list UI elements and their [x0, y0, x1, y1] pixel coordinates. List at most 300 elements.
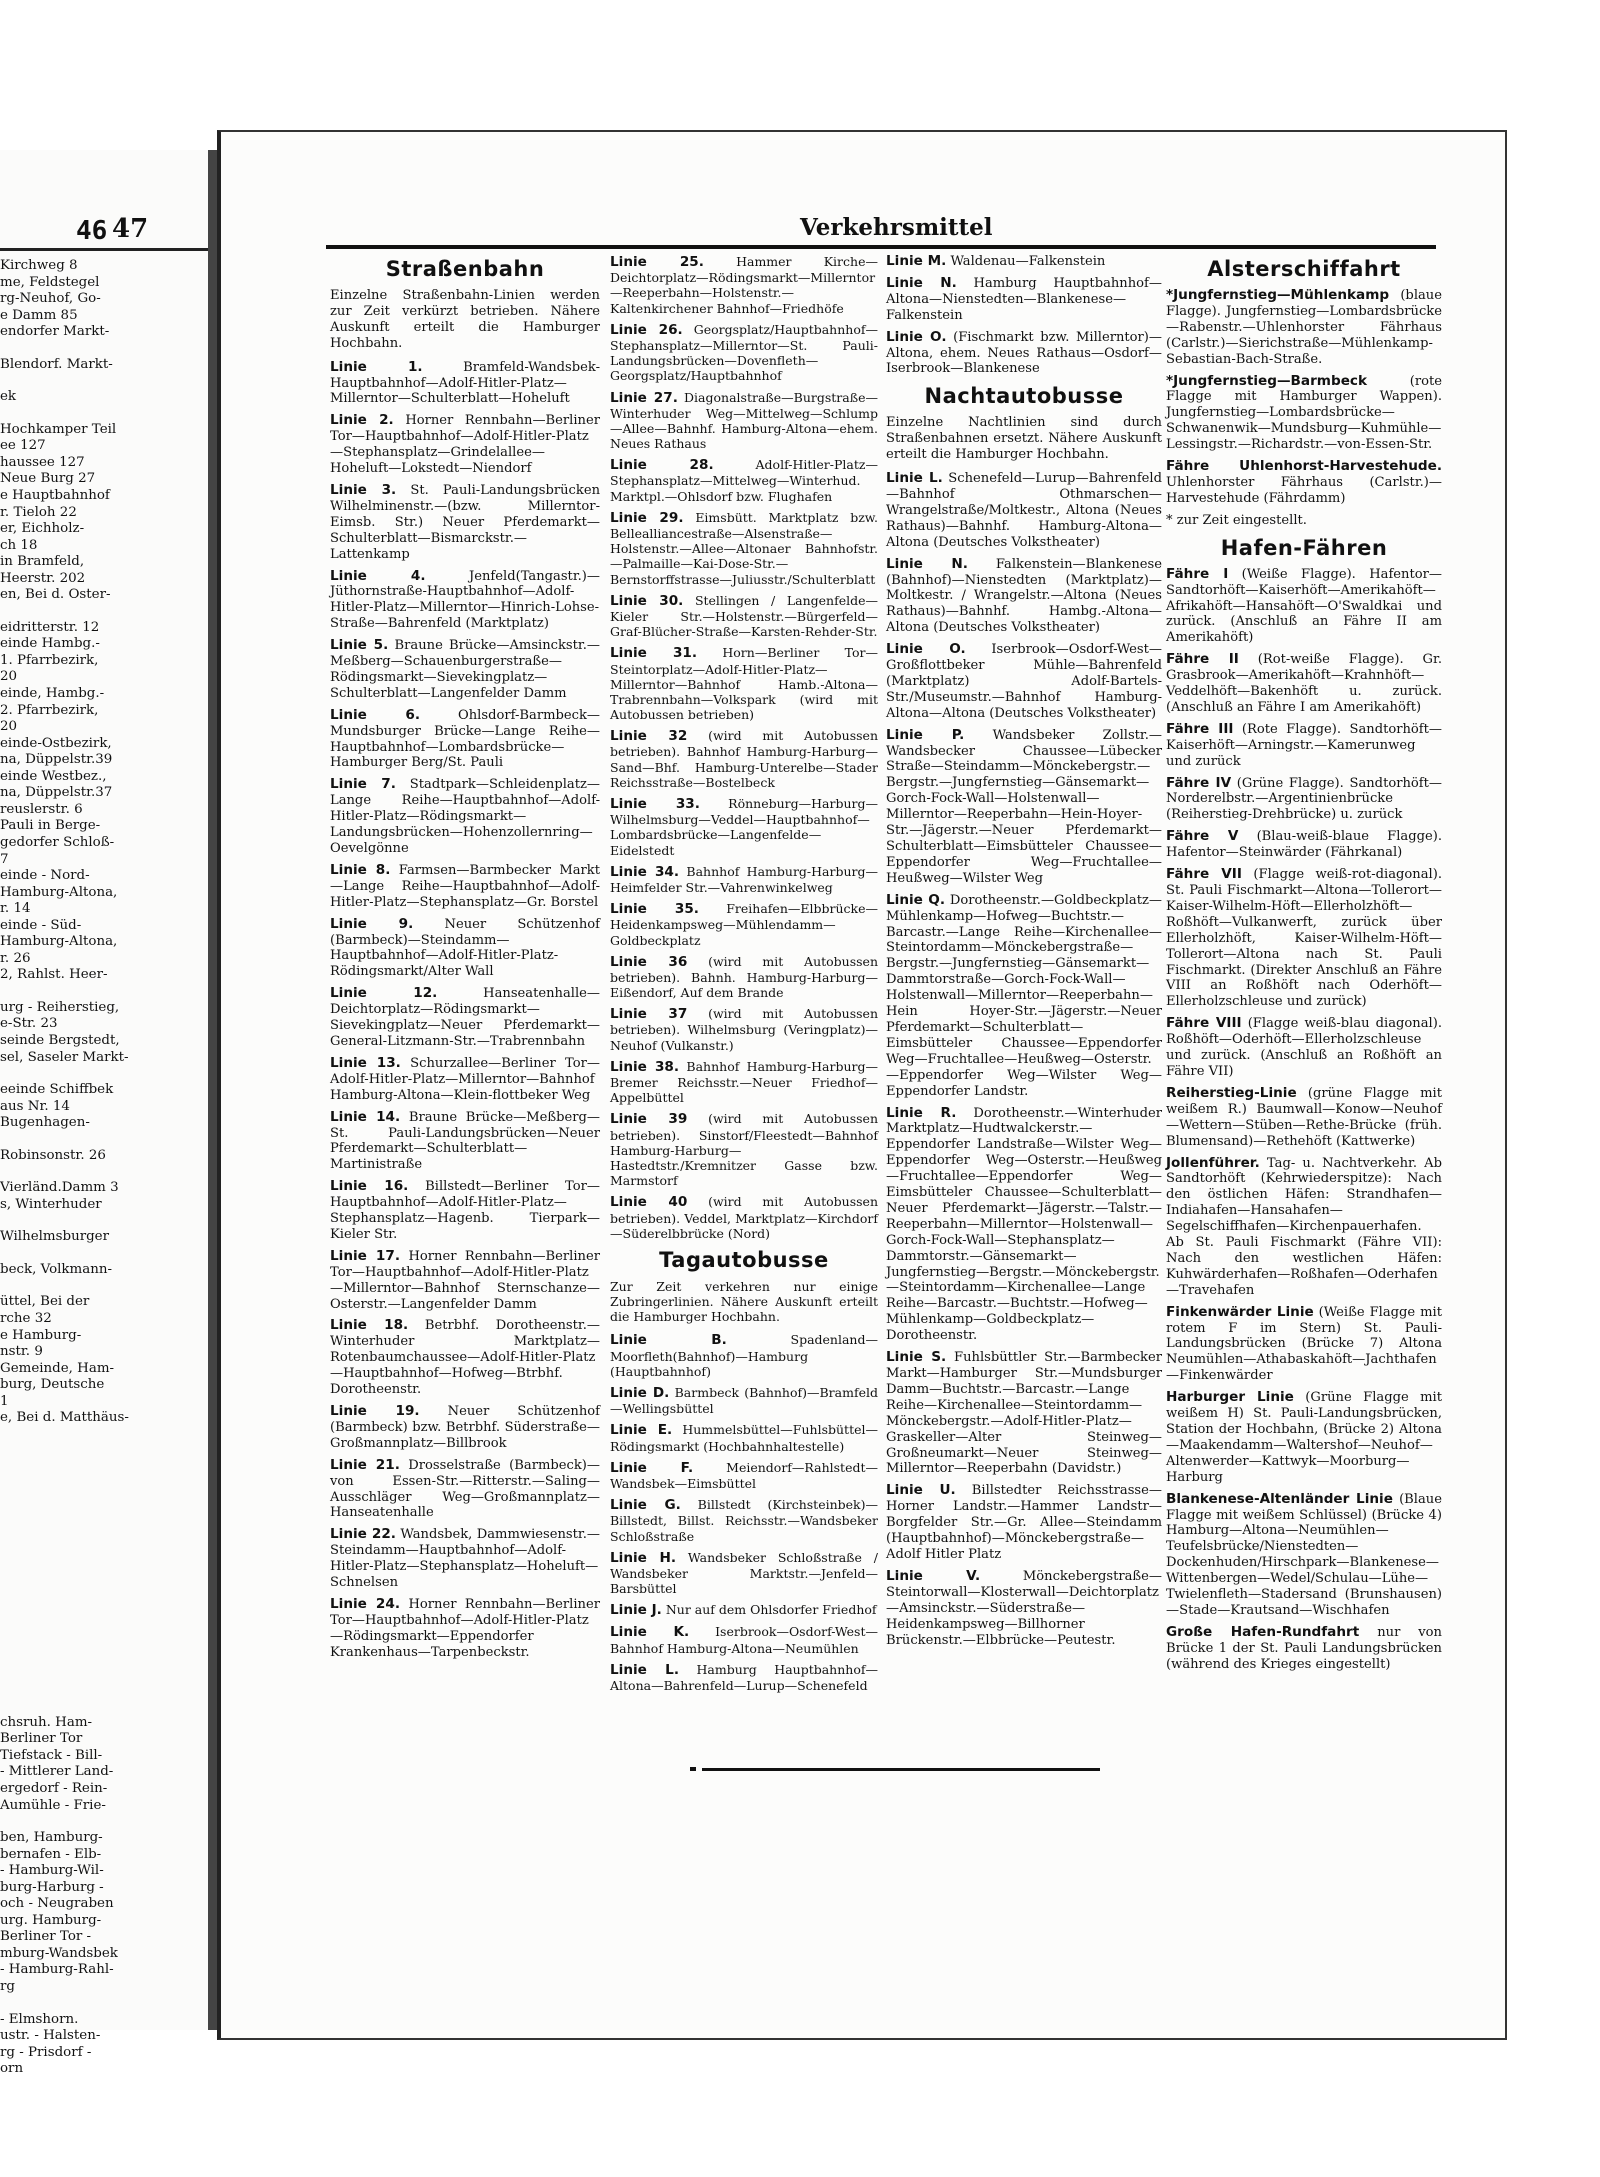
- list-item: [610, 1422, 878, 1453]
- list-item: [610, 1602, 878, 1618]
- list-item: [330, 863, 600, 911]
- list-item: [610, 390, 878, 452]
- previous-page-line: Gemeinde, Ham-: [0, 1360, 115, 1376]
- section-intro: Zur Zeit verkehren nur einige Zubringerlinien. Nähere Auskunft erteilt die Hamburger Hochbahn.: [610, 1278, 878, 1325]
- entry-text: Falkenstein—Blankenese (Bahnhof)—Nienstedten (Marktplatz)—Moltkestr. / Wrangelstr.—Altona (Neues Rathaus)—Bahnhf. Hambg.-Altona—Altona (Deutsches Volkstheater): [886, 556, 1162, 636]
- entry-text: (rote Flagge mit Hamburger Wappen). Jungfernstieg—Lombardsbrücke—Schwanenwik—Mundsburg—Kuhmühle—Lessingstr.—Richardstr.—von-Essen-Str.: [1166, 373, 1442, 453]
- entry-text: Eimsbütt. Marktplatz bzw. Bellealliancestraße—Alsenstraße—Holstenstr.—Allee—Altonaer Bahnhofstr.—Palmaille—Kai-Dose-Str.—Bernstorffstrasse—Juliusstr./Schulterblatt: [610, 509, 879, 587]
- entry-label: Linie 2.: [330, 412, 394, 429]
- entry-label: Linie 27.: [610, 389, 678, 406]
- entry-text: Hamburg Hauptbahnhof—Altona—Nienstedten—Blankenese—Falkenstein: [886, 275, 1163, 323]
- section-title-tagautobusse: Tagautobusse: [659, 1247, 829, 1272]
- entry-text: Iserbrook—Osdorf-West—Großflottbeker Mühle—Bahrenfeld (Marktplatz) Adolf-Bartels-Str./Museumstr.—Bahnhof Hamburg-Altona—Altona (Deutsches Volkstheater): [886, 642, 1162, 721]
- list-item: [1166, 1305, 1442, 1385]
- list-item: [1166, 459, 1442, 507]
- entry-text: Braune Brücke—Amsinckstr.—Meßberg—Schauenburgerstraße—Rödingsmarkt—Sievekingplatz—Schulterblatt—Langenfelder Damm: [330, 638, 600, 701]
- entry-text: Uhlenhorster Fährhaus (Carlstr.)—Harvestehude (Fährdamm): [1166, 474, 1442, 506]
- previous-page-line: gedorfer Schloß-: [0, 834, 115, 850]
- previous-page-line: er, Eichholz-: [0, 521, 85, 537]
- entry-label: Linie 19.: [330, 1403, 420, 1419]
- list-item: [1166, 776, 1442, 824]
- page-number: 47: [112, 214, 149, 244]
- previous-page-line: haussee 127: [0, 454, 85, 470]
- list-item: [610, 728, 878, 790]
- entry-label: Linie 31.: [610, 645, 698, 662]
- previous-page-line: me, Feldstegel: [0, 274, 100, 290]
- entry-label: Harburger Linie: [1166, 1389, 1294, 1406]
- entry-label: Linie M.: [886, 253, 947, 269]
- entry-text: Freihafen—Elbbrücke—Heidenkampsweg—Mühlendamm—Goldbeckplatz: [610, 901, 878, 948]
- entry-label: Linie 33.: [610, 796, 700, 812]
- nachtautobusse-lines: [886, 471, 1162, 1648]
- list-item: [330, 1527, 600, 1591]
- list-item: [610, 1460, 878, 1491]
- entry-text: Horner Rennbahn—Berliner Tor—Hauptbahnhof—Adolf-Hitler-Platz—Rödingsmarkt—Eppendorfer Krankenhaus—Tarpenbeckstr.: [330, 1596, 600, 1660]
- tagautobusse-lines: [610, 1332, 878, 1693]
- previous-page-line: burg, Deutsche: [0, 1377, 105, 1393]
- entry-label: Linie J.: [610, 1602, 662, 1619]
- entry-label: Jollenführer.: [1166, 1154, 1260, 1171]
- previous-page-line: in Bramfeld,: [0, 554, 85, 570]
- previous-page-line: bernafen - Elb-: [0, 1846, 102, 1862]
- list-item: [1166, 1390, 1442, 1485]
- entry-label: Linie 28.: [610, 457, 714, 474]
- list-item: [1166, 867, 1442, 1010]
- entry-label: *Jungfernstieg—Mühlenkamp: [1166, 287, 1390, 303]
- entry-label: Große Hafen-Rundfahrt: [1166, 1623, 1360, 1640]
- previous-page-line: [0, 1213, 205, 1229]
- entry-text: Braune Brücke—Meßberg—St. Pauli-Landungsbrücken—Neuer Pferdemarkt—Schulterblatt—Martinistraße: [330, 1109, 600, 1173]
- previous-page-line: 7: [0, 851, 9, 867]
- previous-page-line: aus Nr. 14: [0, 1098, 70, 1114]
- entry-text: Nur auf dem Ohlsdorfer Friedhof: [665, 1602, 877, 1618]
- previous-page-line: Berliner Tor -: [0, 1929, 92, 1945]
- entry-label: Fähre VII: [1166, 866, 1242, 883]
- previous-page-line: rg-Neuhof, Go-: [0, 291, 101, 307]
- previous-page-line: - Hamburg-Rahl-: [0, 1962, 114, 1978]
- entry-label: Linie 14.: [330, 1108, 401, 1125]
- entry-text: (Grüne Flagge). Sandtorhöft—Norderelbstr.—Argentinienbrücke (Reiherstieg-Drehbrücke) u. zurück: [1166, 775, 1442, 823]
- entry-text: Iserbrook—Osdorf-West—Bahnhof Hamburg-Altona—Neumühlen: [610, 1624, 878, 1656]
- previous-page-line: ergedorf - Rein-: [0, 1781, 108, 1796]
- entry-text: Horn—Berliner Tor—Steintorplatz—Adolf-Hitler-Platz—Millerntor—Bahnhof Hamb.-Altona—Trabrennbahn—Volkspark (wird mit Autobussen betrieben): [610, 645, 878, 723]
- previous-page-line: einde - Süd-: [0, 917, 82, 933]
- previous-page-line: einde, Hambg.-: [0, 686, 105, 702]
- entry-text: Stellingen / Langenfelde—Kieler Str.—Holstenstr.—Bürgerfeld—Graf-Blücher-Straße—Karsten-Rehder-Str.: [610, 592, 878, 640]
- entry-label: Linie S.: [886, 1349, 947, 1366]
- entry-text: Ohlsdorf-Barmbeck—Mundsburger Brücke—Lange Reihe—Hauptbahnhof—Lombardsbrücke—Hamburger Berg/St. Pauli: [330, 707, 600, 771]
- entry-label: Linie 5.: [330, 637, 389, 654]
- list-item: [330, 1318, 600, 1398]
- entry-label: Linie 4.: [330, 567, 426, 584]
- list-item: [886, 1106, 1162, 1345]
- previous-page-line: [0, 1651, 205, 1667]
- hafenfaehren-entries: [1166, 567, 1442, 1673]
- entry-label: Linie 1.: [330, 358, 423, 375]
- previous-page-line: einde Westbez.,: [0, 768, 107, 784]
- previous-page-line: na, Düppelstr.39: [0, 752, 113, 768]
- list-item: [330, 638, 600, 702]
- header-rule: [326, 245, 1436, 249]
- entry-text: Billstedter Reichsstrasse—Horner Landstr.—Hammer Landstr—Borgfelder Str.—Gr. Allee—Steindamm (Hauptbahnhof)—Mönckebergstraße—Adolf Hitler Platz: [886, 1483, 1162, 1562]
- list-item: [1166, 1086, 1442, 1150]
- previous-page-line: e Hauptbahnhof: [0, 488, 110, 504]
- entry-text: St. Pauli-Landungsbrücken Wilhelminenstr.—(bzw. Millerntor-Eimsb. Str.) Neuer Pferdemarkt—Schulterblatt—Bismarckstr.—Lattenkamp: [330, 482, 601, 562]
- list-item: [1166, 829, 1442, 861]
- entry-text: Adolf-Hitler-Platz—Stephansplatz—Mittelweg—Winterhud. Marktpl.—Ohlsdorf bzw. Flughafen: [610, 457, 878, 504]
- previous-page-line: Bugenhagen-: [0, 1115, 90, 1131]
- entry-text: (Flagge weiß-rot-diagonal). St. Pauli Fischmarkt—Altona—Tollerort—Kaiser-Wilhelm-Höft—Ellerholzhöft—Roßhöft—Vulkanwerft, zurück über Ellerholzhöft, Kaiser-Wilhelm-Höft—Tollerort—Altona nach St. Pauli Fischmarkt. (Direkter Anschluß an Fähre VIII an Roßhöft nach Oderhöft—Ellerholzschleuse und zurück): [1166, 867, 1442, 1010]
- entry-text: nur von Brücke 1 der St. Pauli Landungsbrücken (während des Krieges eingestellt): [1166, 1624, 1442, 1672]
- previous-page-line: einde Hambg.-: [0, 636, 100, 652]
- entry-text: Billstedt (Kirchsteinbek)—Billstedt, Billst. Reichsstr.—Wandsbeker Schloßstraße: [610, 1497, 878, 1544]
- previous-page-line: e, Bei d. Matthäus-: [0, 1410, 129, 1426]
- previous-page-line: - Hamburg-Wil-: [0, 1863, 104, 1879]
- list-item: [330, 1249, 600, 1313]
- entry-label: Linie B.: [610, 1332, 727, 1349]
- entry-label: Linie U.: [886, 1482, 956, 1499]
- list-item: [610, 954, 878, 1001]
- list-item: [610, 1059, 878, 1106]
- entry-label: Linie E.: [610, 1422, 673, 1439]
- previous-page-line: Berliner Tor: [0, 1731, 83, 1747]
- previous-page-line: Neue Burg 27: [0, 471, 96, 487]
- entry-text: (wird mit Autobussen betrieben). Veddel, Marktplatz—Kirchdorf—Süderelbbrücke (Nord): [610, 1194, 878, 1241]
- entry-text: (Flagge weiß-blau diagonal). Roßhöft—Oderhöft—Ellerholzschleuse und zurück. (Anschluß an Roßhöft an Fähre VII): [1166, 1016, 1442, 1079]
- list-item: [610, 1497, 878, 1544]
- list-item: [886, 557, 1162, 637]
- entry-label: Linie K.: [610, 1624, 690, 1641]
- entry-text: Tag- u. Nachtverkehr. Ab Sandtorhöft (Kehrwiederspitze): Nach den östlichen Häfen: Strandhafen—Indiahafen—Hansahafen—Segelschiffhafen—Kirchenpauerhafen. Ab St. Pauli Fischmarkt (Fähre VII): Nach den westlichen Häfen: Kuhwärderhafen—Roßhafen—Oderhafen—Travehafen: [1166, 1155, 1442, 1298]
- list-item: [1166, 288, 1442, 368]
- previous-page-line: - Elmshorn.: [0, 2011, 79, 2027]
- list-item: [610, 1550, 878, 1597]
- previous-page-line: [0, 1278, 205, 1294]
- list-item: [330, 1056, 600, 1104]
- section-intro: Einzelne Nachtlinien sind durch Straßenbahnen ersetzt. Nähere Auskunft erteilt die Hamburger Hochbahn.: [886, 415, 1162, 463]
- entry-text: Stadtpark—Schleidenplatz—Lange Reihe—Hauptbahnhof—Adolf-Hitler-Platz—Rödingsmarkt—Landungsbrücken—Hohenzollernring—Oevelgönne: [330, 777, 600, 856]
- entry-text: Schenefeld—Lurup—Bahrenfeld—Bahnhof Othmarschen—Wrangelstraße/Moltkestr., Altona (Neues Rathaus)—Bahnhf. Hamburg-Altona—Altona (Deutsches Volkstheater): [886, 471, 1162, 550]
- previous-page-line: ch 18: [0, 537, 38, 553]
- entry-label: Linie F.: [610, 1459, 694, 1476]
- previous-page-line: 20: [0, 669, 18, 685]
- entry-label: Linie 12.: [330, 985, 438, 1002]
- entry-text: (wird mit Autobussen betrieben). Sinstorf/Fleestedt—Bahnhof Hamburg-Harburg—Hastedtstr./Kremnitzer Gasse bzw. Marmstorf: [610, 1111, 878, 1189]
- entry-text: Dorotheenstr.—Winterhuder Marktplatz—Hudtwalckerstr.—Eppendorfer Landstraße—Wilster Weg—Eppendorfer Weg—Osterstr.—Heußweg—Fruchtallee—Eppendorfer Weg—Eimsbütteler Chaussee—Schulterblatt—Neuer Pferdemarkt—Jägerstr.—Talstr.—Reeperbahn—Millerntor—Holstenwall—Gorch-Fock-Wall—Stephansplatz—Dammtorstr.—Gänsemarkt—Jungfernstieg—Bergstr.—Mönckebergstr.—Steintordamm—Kirchenallee—Lange Reihe—Barcastr.—Buchtstr.—Hofweg—Mühlenkamp—Goldbeckplatz—Dorotheenstr.: [886, 1105, 1162, 1344]
- entry-text: (Weiße Flagge). Hafentor—Sandtorhöft—Kaiserhöft—Amerikahöft—Afrikahöft—Hansahöft—O'Swaldkai und zurück. (Anschluß an Fähre II am Amerikahöft): [1166, 566, 1442, 646]
- entry-label: Linie 17.: [330, 1247, 400, 1264]
- previous-page-line: och - Neugraben: [0, 1896, 114, 1912]
- entry-label: Linie N.: [886, 274, 957, 291]
- list-item: [886, 728, 1162, 887]
- previous-page-line: endorfer Markt-: [0, 324, 110, 340]
- previous-page-line: [0, 1996, 205, 2012]
- previous-page-line: eeinde Schiffbek: [0, 1082, 114, 1098]
- previous-page-line: Vierländ.Damm 3: [0, 1180, 119, 1196]
- list-item: [610, 1385, 878, 1416]
- previous-page-line: r. Tieloh 22: [0, 504, 77, 520]
- previous-page-line: [0, 1571, 205, 1587]
- previous-page-line: ee 127: [0, 438, 46, 454]
- footnote: * zur Zeit eingestellt.: [1166, 512, 1307, 528]
- entry-label: Linie H.: [610, 1549, 677, 1566]
- previous-page-line: Tiefstack - Bill-: [0, 1747, 103, 1763]
- entry-text: (Blau-weiß-blaue Flagge). Hafentor—Steinwärder (Fährkanal): [1166, 829, 1442, 861]
- entry-text: (Rote Flagge). Sandtorhöft—Kaiserhöft—Arningstr.—Kamerunweg und zurück: [1166, 721, 1442, 769]
- previous-page-line: [0, 1814, 205, 1830]
- entry-text: (Weiße Flagge mit rotem F im Stern) St. Pauli-Landungsbrücken (Brücke 7) Altona Neumühlen—Athabaskahöft—Jachthafen—Finkenwärder: [1166, 1304, 1442, 1384]
- entry-text: Fuhlsbüttler Str.—Barmbecker Markt—Hamburger Str.—Mundsburger Damm—Buchtstr.—Barcastr.—Lange Reihe—Kirchenallee—Steintordamm—Mönckebergstr.—Adolf-Hitler-Platz—Graskeller—Alter Steinweg—Großneumarkt—Neuer Steinweg—Millerntor—Reeperbahn (Davidstr.): [886, 1350, 1162, 1477]
- previous-page-line: [0, 1246, 205, 1262]
- list-item: [610, 796, 878, 858]
- entry-text: Schurzallee—Berliner Tor—Adolf-Hitler-Platz—Millerntor—Bahnhof Hamburg-Altona—Klein-flottbeker Weg: [330, 1055, 600, 1103]
- entry-text: Wandsbeker Zollstr.—Wandsbecker Chaussee—Lübecker Straße—Steindamm—Mönckebergstr.—Bergstr.—Jungfernstieg—Gänsemarkt—Gorch-Fock-Wall—Holstenwall—Millerntor—Reeperbahn—Hein-Hoyer-Str.—Jägerstr.—Neuer Pferdemarkt—Schulterblatt—Eimsbütteler Chaussee—Eppendorfer Weg—Fruchtallee—Heußweg—Wilster Weg: [886, 727, 1163, 886]
- entry-label: Linie 18.: [330, 1317, 409, 1334]
- previous-page-line: Aumühle - Frie-: [0, 1797, 106, 1813]
- previous-page-line: [0, 1164, 205, 1180]
- previous-page-line: mburg-Wandsbek: [0, 1945, 118, 1961]
- previous-page-line: [0, 1539, 205, 1555]
- entry-label: Linie 24.: [330, 1595, 400, 1612]
- column-1: [330, 254, 600, 1667]
- previous-page-line: rg - Prisdorf -: [0, 2044, 92, 2060]
- list-item: [330, 917, 600, 981]
- previous-page-line: ben, Hamburg-: [0, 1830, 103, 1846]
- previous-page-line: 1: [0, 1393, 9, 1409]
- previous-page-line: r. 14: [0, 901, 31, 917]
- previous-page-line: Hochkamper Teil: [0, 421, 117, 437]
- previous-page-line: [0, 1475, 205, 1491]
- previous-page-line: orn: [0, 2061, 24, 2077]
- entry-label: Linie L.: [610, 1661, 679, 1678]
- entry-label: Linie 29.: [610, 509, 684, 526]
- entry-text: Spadenland—Moorfleth(Bahnhof)—Hamburg (Hauptbahnhof): [610, 1332, 878, 1379]
- previous-page-line: e Hamburg-: [0, 1327, 82, 1343]
- previous-page-line: [0, 1683, 205, 1699]
- list-item: [1166, 722, 1442, 770]
- list-item: [610, 593, 878, 640]
- entry-label: Linie L.: [886, 470, 943, 487]
- list-item: [610, 1194, 878, 1241]
- previous-page-line: [0, 1523, 205, 1539]
- entry-label: Linie 8.: [330, 861, 391, 878]
- entry-label: Linie 6.: [330, 706, 421, 723]
- previous-page-line: rche 32: [0, 1310, 52, 1326]
- list-item: [330, 708, 600, 772]
- previous-page-number: 46: [76, 216, 108, 246]
- section-intro: Einzelne Straßenbahn-Linien werden zur Zeit verkürzt betrieben. Nähere Auskunft erteilt die Hamburger Hochbahn.: [330, 288, 600, 351]
- entry-text: Hammer Kirche—Deichtorplatz—Rödingsmarkt—Millerntor—Reeperbahn—Holstenstr.—Kaltenkirchener Bahnhof—Friedhöfe: [610, 254, 878, 316]
- entry-label: Linie 13.: [330, 1054, 401, 1071]
- previous-page-line: s, Winterhuder: [0, 1196, 102, 1212]
- entry-label: Reiherstieg-Linie: [1166, 1084, 1297, 1101]
- previous-page-line: burg-Harburg -: [0, 1879, 104, 1895]
- entry-text: (wird mit Autobussen betrieben). Wilhelmsburg (Veringplatz)—Neuhof (Vulkanstr.): [610, 1006, 878, 1053]
- entry-text: Barmbeck (Bahnhof)—Bramfeld—Wellingsbüttel: [610, 1385, 878, 1417]
- entry-text: Waldenau—Falkenstein: [950, 254, 1106, 269]
- entry-label: Linie O.: [886, 641, 966, 658]
- entry-text: Bahnhof Hamburg-Harburg—Heimfelder Str.—Vahrenwinkelweg: [610, 863, 878, 895]
- previous-page-line: Wilhelmsburger: [0, 1229, 109, 1245]
- column-3: [886, 254, 1162, 1654]
- list-item: [886, 254, 1162, 270]
- list-item: [330, 1458, 600, 1522]
- previous-page-line: [0, 1491, 205, 1507]
- entry-label: Linie 9.: [330, 915, 414, 932]
- entry-label: Linie V.: [886, 1567, 981, 1584]
- previous-page-line: reuslerstr. 6: [0, 801, 83, 817]
- entry-text: Meiendorf—Rahlstedt—Wandsbek—Eimsbüttel: [610, 1459, 878, 1491]
- entry-label: Linie 35.: [610, 901, 699, 918]
- entry-label: Linie P.: [886, 726, 965, 743]
- entry-text: Billstedt—Berliner Tor—Hauptbahnhof—Adolf-Hitler-Platz—Stephansplatz—Hagenb. Tierpark—Kieler Str.: [330, 1179, 600, 1242]
- entry-text: (grüne Flagge mit weißem R.) Baumwall—Konow—Neuhof—Wettern—Stüben—Rethe-Brücke (früh. Blumensand)—Rethehöft (Kattwerke): [1166, 1085, 1442, 1149]
- entry-label: Linie 22.: [330, 1526, 396, 1543]
- entry-text: Farmsen—Barmbecker Markt—Lange Reihe—Hauptbahnhof—Adolf-Hitler-Platz—Stephansplatz—Gr. Borstel: [330, 862, 601, 910]
- entry-label: Linie 36: [610, 953, 688, 970]
- list-item: [610, 864, 878, 895]
- list-item: [610, 254, 878, 316]
- previous-page-line: nstr. 9: [0, 1344, 43, 1360]
- previous-page-line: - Mittlerer Land-: [0, 1764, 114, 1780]
- entry-text: (Grüne Flagge mit weißem H) St. Pauli-Landungsbrücken, Station der Hochbahn, (Brücke 2) Altona—Maakendamm—Waltershof—Neuhof—Altenwerder—Kattwyk—Moorburg—Harburg: [1166, 1390, 1442, 1485]
- list-item: [330, 569, 600, 633]
- previous-page-line: urg - Reiherstieg,: [0, 999, 120, 1015]
- entry-label: Linie 26.: [610, 321, 683, 338]
- previous-page-text: [0, 258, 205, 2078]
- previous-page-line: [0, 1603, 205, 1619]
- list-item: [1166, 652, 1442, 716]
- previous-page-line: urg. Hamburg-: [0, 1912, 102, 1928]
- previous-page-line: Hamburg-Altona,: [0, 934, 118, 950]
- previous-page-line: na, Düppelstr.37: [0, 785, 113, 801]
- entry-text: Bramfeld-Wandsbek-Hauptbahnhof—Adolf-Hitler-Platz—Millerntor—Schulterblatt—Hoheluft: [330, 359, 600, 407]
- list-item: [610, 645, 878, 722]
- entry-label: Linie N.: [886, 555, 968, 572]
- previous-page-line: eidritterstr. 12: [0, 619, 100, 635]
- previous-page-line: [0, 1555, 205, 1571]
- previous-page-line: Blendorf. Markt-: [0, 356, 113, 372]
- entry-text: (wird mit Autobussen betrieben). Bahnhof Hamburg-Harburg—Sand—Bhf. Hamburg-Unterelbe—Stader Reichsstraße—Bostelbeck: [610, 728, 878, 790]
- list-item: [1166, 1492, 1442, 1619]
- end-rule: [702, 1768, 1100, 1771]
- list-item: [886, 642, 1162, 722]
- previous-page-line: [0, 604, 205, 620]
- column-4: [1166, 254, 1442, 1679]
- list-item: [610, 457, 878, 504]
- previous-page: [0, 150, 215, 2077]
- list-item: [610, 1332, 878, 1379]
- previous-page-line: 20: [0, 719, 18, 735]
- entry-text: Betrbhf. Dorotheenstr.—Winterhuder Marktplatz—Rotenbaumchaussee—Adolf-Hitler-Platz—Hauptbahnhof—Hofweg—Btrbhf. Dorotheenstr.: [330, 1318, 600, 1398]
- list-item: [886, 330, 1162, 378]
- previous-page-line: [0, 1667, 205, 1683]
- list-item: [610, 1006, 878, 1053]
- list-item: [610, 1662, 878, 1693]
- strassenbahn-lines: [330, 360, 600, 1661]
- list-item: [1166, 1156, 1442, 1299]
- column-2: [610, 254, 878, 1699]
- list-item: [330, 1179, 600, 1243]
- previous-page-line: e Damm 85: [0, 307, 78, 323]
- section-title-nachtautobusse: Nachtautobusse: [924, 384, 1124, 409]
- entry-label: Linie D.: [610, 1385, 670, 1401]
- entry-text: Drosselstraße (Barmbeck)—von Essen-Str.—Ritterstr.—Saling—Ausschläger Weg—Großmannplatz—Hanseatenhalle: [330, 1457, 600, 1521]
- list-item: [1166, 374, 1442, 454]
- entry-text: Hummelsbüttel—Fuhlsbüttel—Rödingsmarkt (Hochbahnhaltestelle): [610, 1422, 878, 1454]
- previous-page-line: [0, 1699, 205, 1715]
- list-item: [1166, 1625, 1442, 1673]
- entry-text: (Fischmarkt bzw. Millerntor)—Altona, ehem. Neues Rathaus—Osdorf—Iserbrook—Blankenese: [886, 329, 1162, 377]
- list-item: [1166, 1016, 1442, 1080]
- entry-label: Linie 30.: [610, 592, 684, 609]
- entry-text: (wird mit Autobussen betrieben). Bahnh. Hamburg-Harburg—Eißendorf, Auf dem Brande: [610, 953, 878, 1001]
- entry-text: Wandsbeker Schloßstraße / Wandsbeker Marktstr.—Jenfeld—Barsbüttel: [610, 1549, 878, 1597]
- entry-text: Rönneburg—Harburg—Wilhelmsburg—Veddel—Hauptbahnhof—Lombardsbrücke—Langenfelde—Eidelstedt: [610, 796, 878, 858]
- previous-page-line: [0, 1066, 205, 1082]
- entry-label: Blankenese-Altenländer Linie: [1166, 1490, 1393, 1507]
- strassenbahn-lines-continued: [610, 254, 878, 1241]
- entry-text: Wandsbek, Dammwiesenstr.—Steindamm—Hauptbahnhof—Adolf-Hitler-Platz—Stephansplatz—Hoheluft—Schnelsen: [330, 1527, 600, 1591]
- section-title-hafenfaehren: Hafen-Fähren: [1220, 535, 1388, 560]
- entry-label: Linie R.: [886, 1104, 957, 1121]
- section-title-alsterschiffahrt: Alsterschiffahrt: [1207, 257, 1401, 281]
- previous-page-line: en, Bei d. Oster-: [0, 587, 111, 603]
- list-item: [610, 901, 878, 948]
- list-item: [610, 510, 878, 587]
- previous-page-line: üttel, Bei der: [0, 1294, 90, 1310]
- previous-page-line: [0, 1459, 205, 1475]
- entry-label: Fähre VIII: [1166, 1015, 1242, 1032]
- entry-text: Mönckebergstraße—Steintorwall—Klosterwall—Deichtorplatz—Amsinckstr.—Süderstraße—Heidenkampsweg—Billhorner Brückenstr.—Elbbrücke—Peutestr.: [886, 1568, 1162, 1648]
- previous-page-line: [0, 1507, 205, 1523]
- previous-page-line: [0, 1619, 205, 1635]
- alsterschiffahrt-entries: [1166, 288, 1442, 507]
- entry-text: (Rot-weiße Flagge). Gr. Grasbrook—Amerikahöft—Krahnhöft—Veddelhöft—Bakenhöft u. zurück. (Anschluß an Fähre I am Amerikahöft): [1166, 652, 1442, 715]
- list-item: [330, 986, 600, 1050]
- previous-page-line: einde - Nord-: [0, 868, 90, 884]
- previous-page-line: einde-Ostbezirk,: [0, 735, 112, 751]
- entry-label: Fähre I: [1166, 565, 1229, 582]
- previous-page-line: ek: [0, 389, 17, 405]
- previous-page-line: [0, 1427, 205, 1443]
- entry-label: Linie Q.: [886, 891, 945, 908]
- entry-label: Fähre II: [1166, 651, 1239, 668]
- previous-page-line: [0, 1132, 205, 1148]
- previous-page-line: Hamburg-Altona,: [0, 884, 118, 900]
- entry-label: *Jungfernstieg—Barmbeck: [1166, 372, 1368, 389]
- previous-page-line: Pauli in Berge-: [0, 818, 101, 834]
- entry-label: Linie 16.: [330, 1178, 409, 1195]
- tagautobusse-lines-continued: [886, 254, 1162, 377]
- list-item: [610, 1624, 878, 1655]
- entry-label: Linie 34.: [610, 863, 680, 880]
- page-title: Verkehrsmittel: [800, 214, 993, 241]
- entry-text: Hamburg Hauptbahnhof—Altona—Bahrenfeld—Lurup—Schenefeld: [610, 1661, 878, 1693]
- list-item: [886, 893, 1162, 1100]
- list-item: [330, 1597, 600, 1661]
- list-item: [330, 413, 600, 477]
- entry-label: Fähre III: [1166, 720, 1234, 737]
- entry-text: Horner Rennbahn—Berliner Tor—Hauptbahnhof—Adolf-Hitler-Platz—Millerntor—Bahnhof Sternschanze—Osterstr.—Langenfelder Damm: [330, 1248, 600, 1312]
- previous-page-line: e-Str. 23: [0, 1016, 58, 1032]
- entry-label: Linie 3.: [330, 481, 397, 498]
- previous-page-line: 2, Rahlst. Heer-: [0, 967, 108, 983]
- previous-page-line: Heerstr. 202: [0, 570, 86, 586]
- previous-page-line: r. 26: [0, 950, 31, 966]
- entry-text: (blaue Flagge). Jungfernstieg—Lombardsbrücke—Rabenstr.—Uhlenhorster Fährhaus (Carlstr.)—Sierichstraße—Mühlenkamp-Sebastian-Bach-Straße.: [1166, 288, 1442, 367]
- list-item: [886, 471, 1162, 551]
